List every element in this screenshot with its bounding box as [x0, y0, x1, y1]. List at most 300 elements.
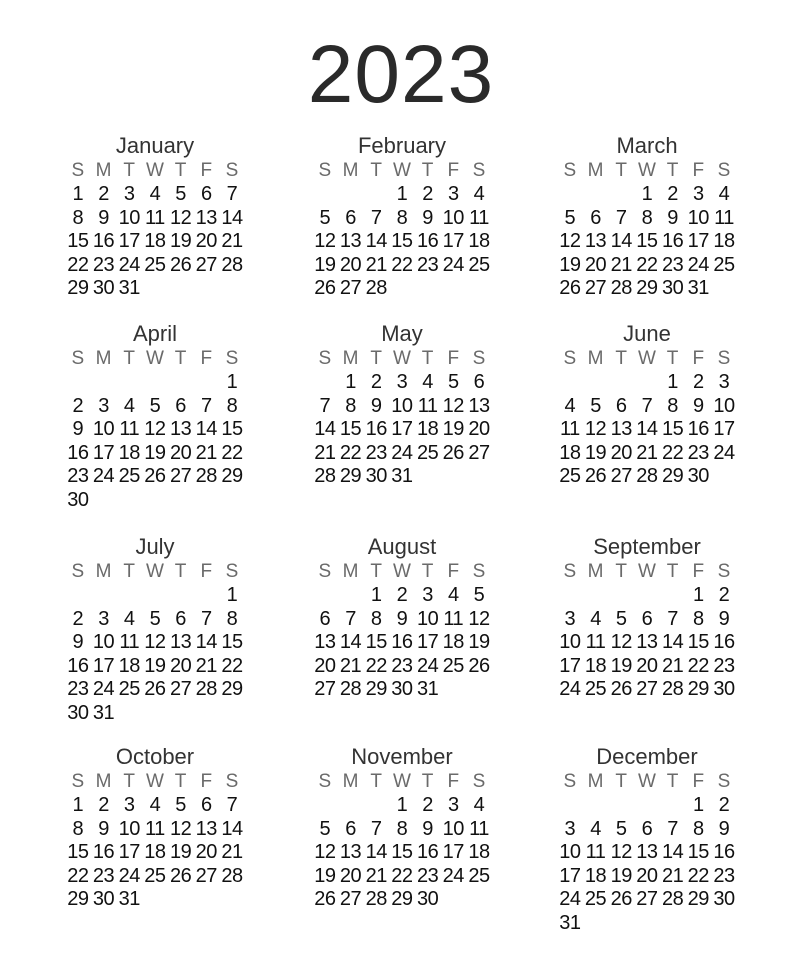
day-cell: 2 — [667, 183, 678, 205]
day-cell: 16 — [416, 841, 439, 863]
day-cell: 10 — [391, 394, 413, 417]
day-cell: 19 — [584, 441, 607, 464]
month-name: July — [135, 534, 175, 559]
day-cell: 16 — [92, 841, 115, 863]
month-name: October — [115, 744, 195, 769]
day-cell: 14 — [365, 841, 387, 863]
weekday-label: S — [563, 160, 577, 181]
day-cell: 9 — [98, 206, 109, 229]
day-cell: 15 — [687, 631, 709, 653]
day-cell: 28 — [636, 465, 658, 487]
weekday-label: F — [200, 160, 213, 181]
day-cell: 12 — [169, 206, 192, 229]
day-cell: 22 — [339, 441, 362, 464]
day-cell: 30 — [67, 488, 89, 511]
day-cell: 13 — [195, 817, 217, 840]
weekday-label: F — [692, 561, 705, 582]
weekday-label: S — [71, 160, 85, 181]
weekday-label: S — [71, 348, 85, 369]
day-cell: 20 — [584, 253, 607, 276]
day-cell: 13 — [339, 841, 362, 863]
day-cell: 8 — [667, 394, 678, 417]
day-cell: 23 — [365, 441, 387, 464]
day-cell: 16 — [365, 418, 387, 440]
day-cell: 18 — [416, 418, 439, 440]
day-cell: 13 — [610, 418, 632, 440]
weekday-label: T — [615, 160, 628, 181]
day-cell: 30 — [416, 888, 439, 910]
month-november — [312, 744, 492, 912]
day-cell: 16 — [687, 418, 709, 440]
day-cell: 15 — [636, 230, 658, 252]
day-cell: 16 — [92, 230, 115, 252]
day-cell: 17 — [92, 441, 115, 464]
day-cell: 10 — [118, 817, 140, 840]
day-cell: 14 — [195, 418, 217, 440]
day-cell: 15 — [67, 841, 89, 863]
day-cell: 24 — [118, 253, 140, 276]
day-cell: 25 — [118, 678, 140, 700]
day-cell: 21 — [365, 864, 387, 887]
day-cell: 19 — [144, 654, 166, 677]
day-cell: 3 — [564, 607, 576, 630]
weekday-label: T — [666, 771, 679, 792]
day-cell: 21 — [365, 253, 387, 276]
day-cell: 15 — [221, 631, 243, 653]
day-cell: 20 — [339, 864, 362, 887]
weekday-label: S — [318, 160, 332, 181]
weekday-label: S — [472, 160, 486, 181]
day-cell: 10 — [416, 607, 439, 630]
weekday-label: S — [472, 771, 486, 792]
day-cell: 20 — [314, 654, 336, 677]
day-cell: 4 — [422, 371, 433, 393]
day-cell: 1 — [396, 794, 408, 816]
day-cell: 12 — [468, 607, 490, 630]
weekday-label: W — [145, 561, 164, 582]
day-cell: 5 — [149, 607, 161, 630]
day-cell: 3 — [98, 394, 109, 417]
day-cell: 4 — [123, 394, 135, 417]
day-cell: 10 — [92, 631, 115, 653]
day-cell: 29 — [365, 678, 387, 700]
weekday-label: T — [174, 160, 187, 181]
day-cell: 23 — [67, 678, 89, 700]
day-cell: 26 — [169, 253, 192, 276]
day-cell: 30 — [92, 888, 115, 910]
day-cell: 30 — [391, 678, 413, 700]
day-cell: 27 — [314, 678, 336, 700]
day-cell: 29 — [221, 465, 243, 487]
day-cell: 5 — [175, 794, 186, 816]
day-cell: 27 — [636, 888, 658, 910]
day-cell: 14 — [221, 817, 243, 840]
day-grid — [557, 560, 737, 702]
day-cell: 4 — [473, 183, 485, 205]
day-cell: 29 — [391, 888, 413, 910]
day-cell: 1 — [345, 371, 356, 393]
weekday-label: S — [318, 561, 332, 582]
day-cell: 27 — [468, 441, 490, 464]
day-cell: 18 — [584, 864, 607, 887]
weekday-label: F — [692, 160, 705, 181]
day-cell: 27 — [339, 888, 362, 910]
day-cell: 26 — [144, 678, 166, 700]
weekday-label: T — [123, 160, 136, 181]
day-cell: 3 — [396, 371, 408, 393]
weekday-label: S — [472, 561, 486, 582]
day-cell: 28 — [610, 277, 632, 299]
weekday-label: F — [200, 348, 213, 369]
day-cell: 13 — [169, 631, 192, 653]
month-december — [557, 744, 737, 935]
day-cell: 22 — [391, 253, 413, 276]
day-cell: 14 — [661, 631, 684, 653]
day-cell: 25 — [468, 253, 490, 276]
weekday-label: T — [615, 561, 628, 582]
day-cell: 29 — [221, 678, 243, 700]
day-cell: 24 — [559, 888, 581, 910]
day-cell: 13 — [584, 230, 607, 252]
weekday-label: W — [637, 561, 656, 582]
day-cell: 30 — [687, 465, 709, 487]
weekday-label: S — [225, 348, 239, 369]
day-cell: 30 — [661, 277, 684, 299]
day-cell: 25 — [468, 864, 490, 887]
day-cell: 10 — [687, 206, 709, 229]
day-cell: 30 — [713, 678, 735, 700]
day-cell: 16 — [416, 230, 439, 252]
day-cell: 2 — [370, 371, 382, 393]
day-cell: 11 — [714, 206, 734, 229]
day-cell: 6 — [590, 206, 601, 229]
day-cell: 19 — [610, 864, 632, 887]
day-cell: 27 — [636, 678, 658, 700]
day-cell: 23 — [416, 253, 439, 276]
weekday-label: T — [666, 561, 679, 582]
day-cell: 2 — [718, 584, 730, 606]
day-cell: 1 — [226, 584, 238, 606]
day-cell: 8 — [641, 206, 653, 229]
day-cell: 16 — [391, 631, 413, 653]
day-cell: 14 — [610, 230, 632, 252]
month-june — [557, 321, 737, 489]
weekday-label: M — [95, 771, 112, 792]
day-cell: 16 — [661, 230, 684, 252]
month-name: January — [115, 133, 195, 158]
day-cell: 6 — [175, 394, 186, 417]
day-cell: 16 — [713, 631, 735, 653]
weekday-label: S — [472, 348, 486, 369]
weekday-label: T — [370, 348, 383, 369]
day-cell: 13 — [636, 841, 658, 863]
month-name: February — [357, 133, 447, 158]
day-cell: 21 — [661, 654, 684, 677]
day-cell: 5 — [615, 817, 627, 840]
day-cell: 25 — [713, 253, 735, 276]
day-cell: 19 — [559, 253, 581, 276]
month-april — [65, 321, 245, 512]
day-cell: 30 — [67, 701, 89, 724]
day-cell: 13 — [314, 631, 336, 653]
day-cell: 26 — [584, 465, 607, 487]
day-cell: 22 — [687, 864, 709, 887]
day-cell: 24 — [391, 441, 413, 464]
day-cell: 1 — [226, 371, 238, 393]
day-cell: 4 — [149, 183, 161, 205]
day-cell: 21 — [636, 441, 658, 464]
day-cell: 25 — [118, 465, 140, 487]
day-cell: 17 — [559, 654, 581, 677]
day-cell: 3 — [718, 371, 730, 393]
day-cell: 7 — [200, 607, 212, 630]
day-cell: 14 — [365, 230, 387, 252]
day-cell: 17 — [118, 230, 140, 252]
day-cell: 17 — [713, 418, 735, 440]
day-cell: 16 — [713, 841, 735, 863]
month-name: August — [367, 534, 437, 559]
day-cell: 28 — [221, 253, 243, 276]
day-cell: 18 — [713, 230, 735, 252]
day-cell: 20 — [636, 654, 658, 677]
day-cell: 19 — [169, 230, 192, 252]
day-cell: 9 — [72, 418, 84, 440]
day-cell: 19 — [468, 631, 490, 653]
day-cell: 25 — [559, 465, 581, 487]
month-name: June — [623, 321, 671, 346]
day-cell: 26 — [314, 277, 336, 299]
day-cell: 23 — [687, 441, 709, 464]
day-cell: 5 — [319, 817, 331, 840]
day-cell: 17 — [391, 418, 413, 440]
day-cell: 28 — [221, 864, 243, 887]
day-cell: 22 — [687, 654, 709, 677]
day-cell: 26 — [468, 654, 490, 677]
day-cell: 10 — [442, 206, 464, 229]
weekday-label: T — [123, 561, 136, 582]
day-cell: 19 — [314, 253, 336, 276]
day-cell: 16 — [67, 441, 89, 464]
day-cell: 20 — [339, 253, 362, 276]
day-grid — [557, 347, 737, 489]
day-cell: 6 — [345, 206, 356, 229]
day-cell: 23 — [416, 864, 439, 887]
day-cell: 24 — [559, 678, 581, 700]
day-grid — [312, 560, 492, 702]
weekday-label: W — [145, 160, 164, 181]
day-cell: 18 — [559, 441, 581, 464]
weekday-label: T — [666, 348, 679, 369]
weekday-label: M — [95, 348, 112, 369]
day-cell: 8 — [396, 206, 408, 229]
day-cell: 3 — [447, 794, 459, 816]
day-cell: 21 — [610, 253, 632, 276]
day-cell: 20 — [636, 864, 658, 887]
weekday-label: M — [587, 771, 604, 792]
weekday-label: T — [615, 771, 628, 792]
weekday-label: M — [587, 348, 604, 369]
day-cell: 21 — [195, 441, 217, 464]
day-cell: 8 — [396, 817, 408, 840]
day-grid — [65, 560, 245, 725]
day-cell: 29 — [339, 465, 362, 487]
month-name: April — [132, 321, 177, 346]
day-cell: 17 — [118, 841, 140, 863]
weekday-label: S — [225, 771, 239, 792]
weekday-label: F — [447, 348, 460, 369]
day-cell: 4 — [447, 584, 459, 606]
weekday-label: T — [421, 561, 434, 582]
day-cell: 10 — [559, 631, 581, 653]
day-cell: 11 — [559, 418, 580, 440]
day-cell: 25 — [144, 864, 166, 887]
day-cell: 7 — [641, 394, 653, 417]
weekday-label: W — [637, 348, 656, 369]
day-cell: 31 — [391, 465, 413, 487]
day-cell: 22 — [365, 654, 387, 677]
day-cell: 22 — [661, 441, 684, 464]
day-cell: 28 — [195, 465, 217, 487]
day-cell: 1 — [370, 584, 382, 606]
day-cell: 1 — [667, 371, 678, 393]
weekday-label: W — [145, 771, 164, 792]
day-cell: 18 — [118, 441, 140, 464]
day-cell: 28 — [339, 678, 362, 700]
day-cell: 5 — [319, 206, 331, 229]
day-cell: 22 — [221, 654, 243, 677]
month-july — [65, 534, 245, 725]
day-cell: 6 — [175, 607, 186, 630]
day-cell: 9 — [718, 607, 730, 630]
day-cell: 8 — [692, 607, 704, 630]
day-cell: 14 — [314, 418, 336, 440]
day-cell: 18 — [144, 230, 166, 252]
day-cell: 13 — [468, 394, 490, 417]
day-cell: 24 — [687, 253, 709, 276]
day-cell: 24 — [442, 864, 464, 887]
day-cell: 26 — [169, 864, 192, 887]
day-cell: 5 — [473, 584, 485, 606]
weekday-label: T — [370, 771, 383, 792]
day-cell: 10 — [442, 817, 464, 840]
day-cell: 28 — [314, 465, 336, 487]
day-cell: 3 — [123, 183, 135, 205]
day-cell: 20 — [468, 418, 490, 440]
weekday-label: W — [637, 160, 656, 181]
day-cell: 15 — [391, 841, 413, 863]
weekday-label: F — [692, 348, 705, 369]
weekday-label: S — [717, 160, 731, 181]
day-cell: 3 — [564, 817, 576, 840]
day-cell: 24 — [92, 465, 115, 487]
day-cell: 7 — [200, 394, 212, 417]
day-cell: 5 — [615, 607, 627, 630]
day-cell: 27 — [169, 678, 192, 700]
day-cell: 22 — [636, 253, 658, 276]
day-cell: 23 — [713, 864, 735, 887]
day-cell: 2 — [72, 394, 84, 417]
day-cell: 11 — [585, 631, 606, 653]
day-cell: 22 — [67, 253, 89, 276]
month-name: March — [616, 133, 678, 158]
day-cell: 17 — [442, 841, 464, 863]
day-cell: 1 — [396, 183, 408, 205]
weekday-label: W — [145, 348, 164, 369]
weekday-label: T — [421, 160, 434, 181]
day-cell: 28 — [365, 888, 387, 910]
weekday-label: F — [447, 771, 460, 792]
day-cell: 31 — [92, 701, 115, 724]
day-cell: 31 — [416, 678, 439, 700]
day-cell: 22 — [221, 441, 243, 464]
day-cell: 26 — [559, 277, 581, 299]
weekday-label: T — [123, 348, 136, 369]
day-cell: 4 — [473, 794, 485, 816]
day-cell: 12 — [610, 841, 632, 863]
day-cell: 12 — [584, 418, 607, 440]
weekday-label: T — [123, 771, 136, 792]
day-cell: 28 — [195, 678, 217, 700]
day-cell: 6 — [615, 394, 627, 417]
day-cell: 12 — [314, 230, 336, 252]
day-cell: 2 — [396, 584, 408, 606]
weekday-label: M — [342, 561, 359, 582]
day-cell: 7 — [615, 206, 627, 229]
day-cell: 17 — [559, 864, 581, 887]
day-cell: 15 — [339, 418, 362, 440]
day-cell: 7 — [319, 394, 331, 417]
day-cell: 29 — [661, 465, 684, 487]
day-cell: 30 — [713, 888, 735, 910]
weekday-label: T — [174, 348, 187, 369]
day-cell: 4 — [123, 607, 135, 630]
day-cell: 15 — [221, 418, 243, 440]
day-cell: 6 — [319, 607, 331, 630]
day-cell: 29 — [67, 888, 89, 910]
day-cell: 2 — [692, 371, 704, 393]
weekday-label: T — [421, 348, 434, 369]
day-cell: 12 — [442, 394, 464, 417]
day-cell: 22 — [391, 864, 413, 887]
day-cell: 2 — [72, 607, 84, 630]
day-cell: 15 — [661, 418, 684, 440]
day-grid — [557, 770, 737, 935]
day-cell: 9 — [370, 394, 382, 417]
day-cell: 2 — [422, 794, 433, 816]
day-cell: 24 — [416, 654, 439, 677]
weekday-label: S — [318, 348, 332, 369]
day-cell: 13 — [339, 230, 362, 252]
day-cell: 8 — [72, 817, 84, 840]
weekday-label: W — [637, 771, 656, 792]
weekday-label: S — [71, 561, 85, 582]
weekday-label: F — [447, 561, 460, 582]
weekday-label: F — [447, 160, 460, 181]
day-cell: 11 — [469, 206, 489, 229]
day-cell: 13 — [169, 418, 192, 440]
weekday-label: W — [392, 160, 411, 181]
day-cell: 3 — [422, 584, 433, 606]
day-cell: 2 — [98, 794, 109, 816]
day-cell: 18 — [584, 654, 607, 677]
day-cell: 18 — [468, 841, 490, 863]
day-cell: 9 — [72, 631, 84, 653]
day-cell: 26 — [442, 441, 464, 464]
day-cell: 13 — [636, 631, 658, 653]
weekday-label: F — [200, 561, 213, 582]
weekday-label: M — [342, 160, 359, 181]
day-cell: 3 — [447, 183, 459, 205]
